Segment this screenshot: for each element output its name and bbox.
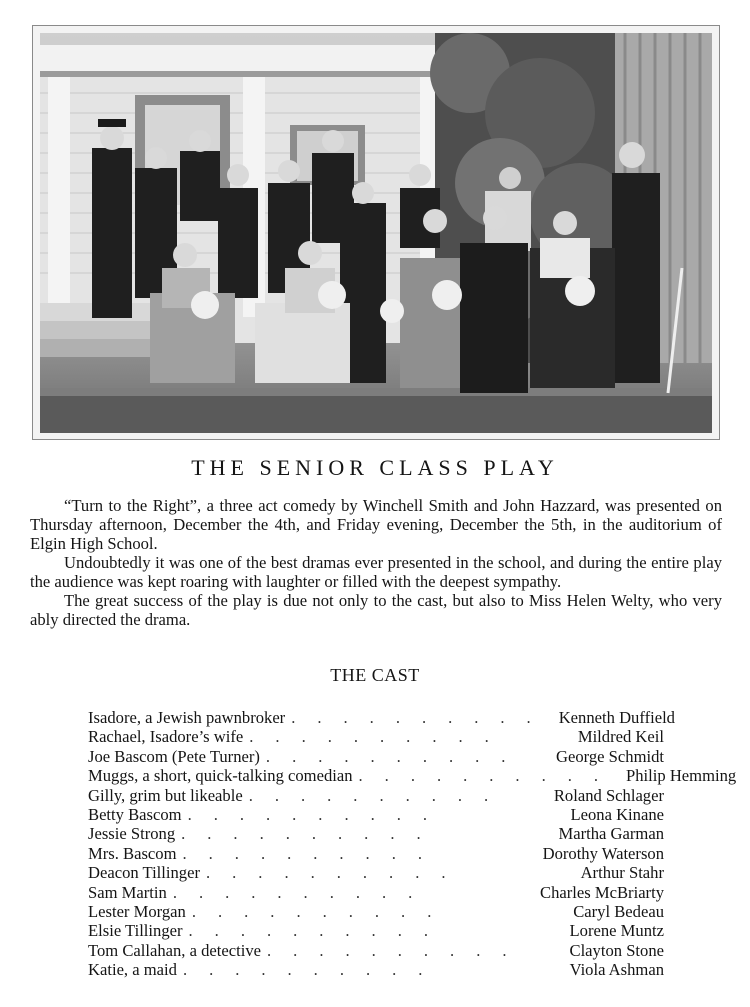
cast-actor: Viola Ashman <box>569 960 664 980</box>
cast-photograph <box>40 33 712 433</box>
cast-actor: Leona Kinane <box>570 804 664 824</box>
leader-dots: .......... <box>182 960 445 980</box>
leader-dots: .......... <box>291 708 553 727</box>
cast-actor: Dorothy Waterson <box>542 843 664 863</box>
paragraph: The great success of the play is due not only to the cast, but also to Miss Helen Welty, who very ably directed the drama. <box>30 591 722 629</box>
cast-row <box>88 921 664 940</box>
leader-dots: .......... <box>267 940 529 960</box>
cast-role: Katie, a maid <box>88 960 177 980</box>
cast-actor: Kenneth Duffield <box>558 708 675 727</box>
cast-role: Deacon Tillinger <box>88 863 200 883</box>
cast-row <box>88 708 675 727</box>
cast-list <box>88 708 737 980</box>
cast-row <box>88 824 664 843</box>
cast-actor: Arthur Stahr <box>580 863 664 883</box>
leader-dots: .......... <box>172 882 435 902</box>
cast-actor: Mildred Keil <box>577 727 664 747</box>
cast-heading: THE CAST <box>330 665 420 685</box>
cast-role: Muggs, a short, quick-talking comedian <box>88 766 353 786</box>
cast-role: Isadore, a Jewish pawnbroker <box>88 708 286 727</box>
cast-row <box>88 786 664 805</box>
cast-role: Betty Bascom <box>88 804 182 824</box>
leader-dots: .......... <box>188 921 450 941</box>
cast-row <box>88 766 737 786</box>
cast-row <box>88 805 664 824</box>
leader-dots: .......... <box>206 863 468 883</box>
leader-dots: .......... <box>358 766 621 786</box>
cast-row <box>88 960 664 979</box>
leader-dots: .......... <box>248 785 511 805</box>
cast-role: Joe Bascom (Pete Turner) <box>88 746 260 766</box>
cast-row <box>88 863 664 882</box>
paragraph: Undoubtedly it was one of the best dramas ever presented in the school, and during the entire play the audience was kept roaring with laughter or filled with the deepest sympathy. <box>30 553 722 591</box>
page-title: THE SENIOR CLASS PLAY <box>191 455 559 480</box>
leader-dots: .......... <box>265 746 528 766</box>
cast-row <box>88 941 664 960</box>
cast-photograph-drawing <box>40 33 712 433</box>
leader-dots: .......... <box>191 901 454 921</box>
cast-role: Lester Morgan <box>88 901 186 921</box>
cast-role: Mrs. Bascom <box>88 843 177 863</box>
cast-role: Sam Martin <box>88 882 167 902</box>
leader-dots: .......... <box>181 824 443 844</box>
cast-actor: Martha Garman <box>558 824 664 844</box>
cast-actor: Clayton Stone <box>569 940 664 960</box>
leader-dots: .......... <box>187 804 450 824</box>
cast-role: Elsie Tillinger <box>88 921 183 941</box>
cast-actor: Charles McBriarty <box>540 882 664 902</box>
cast-role: Jessie Strong <box>88 824 176 844</box>
cast-row <box>88 883 664 902</box>
cast-row <box>88 902 664 921</box>
paragraph: “Turn to the Right”, a three act comedy by Winchell Smith and John Hazzard, was presented on Thursday afternoon, December the 4th, and Friday evening, December the 5th, in the auditorium of Elgin High School. <box>30 496 722 553</box>
cast-actor: Lorene Muntz <box>569 921 664 941</box>
cast-actor: Caryl Bedeau <box>573 901 664 921</box>
cast-actor: George Schmidt <box>556 746 664 766</box>
cast-row <box>88 844 664 863</box>
cast-row <box>88 747 664 766</box>
cast-role: Tom Callahan, a detective <box>88 940 262 960</box>
cast-actor: Roland Schlager <box>553 785 664 805</box>
cast-row <box>88 727 664 746</box>
cast-actor: Philip Hemming <box>626 766 737 786</box>
leader-dots: .......... <box>182 843 444 863</box>
cast-role: Gilly, grim but likeable <box>88 785 243 805</box>
cast-photograph-frame <box>32 25 720 440</box>
leader-dots: .......... <box>249 727 511 747</box>
cast-role: Rachael, Isadore’s wife <box>88 727 244 747</box>
article-body <box>30 496 722 629</box>
